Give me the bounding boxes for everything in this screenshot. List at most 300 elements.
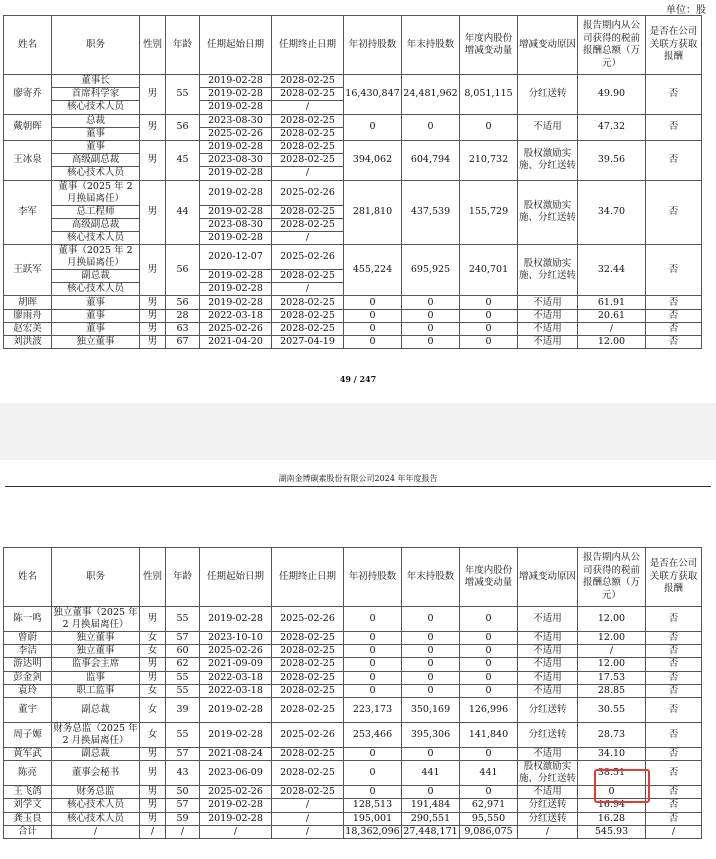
begin-shares-cell: 0 [344, 607, 402, 632]
end-date-cell: 2025-02-26 [272, 180, 344, 205]
header-name: 姓名 [4, 548, 52, 607]
end-date-cell: 2025-02-26 [272, 607, 344, 632]
end-date-cell: 2028-02-25 [272, 671, 344, 684]
gender-cell: 男 [140, 607, 166, 632]
change-reason-cell: 不适用 [518, 645, 578, 658]
table-row [4, 309, 702, 322]
begin-shares-cell: 253,466 [344, 722, 402, 747]
person-name: 李洁 [4, 645, 52, 658]
begin-shares-cell: 0 [344, 671, 402, 684]
position-cell: 核心技术人员 [52, 812, 140, 825]
pay-cell: 39.56 [578, 140, 646, 180]
header-position: 职务 [52, 548, 140, 607]
pay-cell: 12.00 [578, 632, 646, 645]
position-cell: 董事（2025 年 2 月换届离任） [52, 245, 140, 270]
share-change-cell: 126,996 [460, 697, 518, 722]
start-date-cell: 2021-09-09 [200, 658, 272, 671]
position-cell: / [52, 825, 140, 838]
position-cell: 财务总监 [52, 786, 140, 799]
start-date-cell: 2023-08-30 [200, 218, 272, 231]
end-shares-cell: 290,551 [402, 812, 460, 825]
change-reason-cell: 股权激励实施、分红送转 [518, 245, 578, 296]
share-change-cell: 155,729 [460, 180, 518, 245]
end-shares-cell: 0 [402, 786, 460, 799]
end-date-cell: 2028-02-25 [272, 786, 344, 799]
header-start: 任期起始日期 [200, 16, 272, 75]
gender-cell: 男 [140, 658, 166, 671]
share-change-cell: 0 [460, 114, 518, 140]
end-shares-cell: 0 [402, 309, 460, 322]
end-shares-cell: 0 [402, 645, 460, 658]
start-date-cell: 2023-08-30 [200, 154, 272, 167]
age-cell: 56 [166, 245, 200, 296]
start-date-cell: 2019-02-28 [200, 101, 272, 114]
related-pay-cell: / [646, 825, 702, 838]
gender-cell: 男 [140, 75, 166, 115]
begin-shares-cell: 0 [344, 747, 402, 760]
end-date-cell: 2028-02-25 [272, 697, 344, 722]
begin-shares-cell: 16,430,847 [344, 75, 402, 115]
end-shares-cell: 27,448,171 [403, 825, 458, 837]
position-cell: 监事会主席 [52, 658, 140, 671]
table-row [4, 658, 702, 671]
related-pay-cell: 否 [646, 309, 702, 322]
position-cell: 高级副总裁 [52, 218, 140, 231]
age-cell: 55 [166, 607, 200, 632]
header-related: 是否在公司关联方获取报酬 [646, 548, 702, 607]
end-shares-cell: 350,169 [402, 697, 460, 722]
end-date-cell: 2028-02-25 [272, 140, 344, 153]
share-change-cell: 0 [460, 607, 518, 632]
begin-shares-cell: 18,362,096 [345, 825, 400, 837]
age-cell: 63 [166, 322, 200, 335]
age-cell: / [166, 825, 200, 838]
header-end-shares: 年末持股数 [402, 548, 460, 607]
end-shares-cell: 0 [402, 336, 460, 349]
position-cell: 首席科学家 [52, 88, 140, 101]
header-end-shares: 年末持股数 [402, 16, 460, 75]
gender-cell: 男 [140, 180, 166, 245]
start-date-cell: 2020-12-07 [200, 245, 272, 270]
age-cell: 67 [166, 336, 200, 349]
pay-cell: 49.90 [578, 75, 646, 115]
related-pay-cell: 否 [646, 658, 702, 671]
pay-cell: 34.70 [578, 180, 646, 245]
change-reason-cell: 分红送转 [518, 812, 578, 825]
end-date-cell: 2028-02-25 [272, 127, 344, 140]
header-begin-shares: 年初持股数 [344, 548, 402, 607]
pay-cell: 12.00 [578, 607, 646, 632]
start-date-cell: 2019-02-28 [200, 607, 272, 632]
gender-cell: / [140, 825, 166, 838]
begin-shares-cell: 0 [344, 114, 402, 140]
unit-label: 单位：股 [666, 5, 706, 16]
related-pay-cell: 否 [646, 632, 702, 645]
position-cell: 监事 [52, 671, 140, 684]
end-date-cell: / [272, 231, 344, 244]
gender-cell: 男 [140, 336, 166, 349]
end-date-cell: / [272, 812, 344, 825]
start-date-cell: 2019-02-28 [200, 75, 272, 88]
gender-cell: 男 [140, 761, 166, 786]
position-cell: 独立董事（2025 年 2 月换届离任） [53, 607, 138, 630]
start-date-cell: 2021-04-20 [200, 336, 272, 349]
pay-cell: 12.00 [578, 336, 646, 349]
gender-cell: 女 [140, 697, 166, 722]
position-cell: 董事（2025 年 2 月换届离任） [52, 180, 140, 205]
end-date-cell: 2028-02-25 [272, 747, 344, 760]
change-reason-cell: 不适用 [518, 607, 578, 632]
table-row [4, 140, 702, 153]
person-name: 陈一鸣 [4, 607, 52, 632]
related-pay-cell: 否 [646, 812, 702, 825]
end-date-cell: 2028-02-25 [272, 205, 344, 218]
end-shares-cell: 0 [402, 296, 460, 309]
position-cell: 董事长 [52, 75, 140, 88]
end-shares-cell: 24,481,962 [402, 75, 460, 115]
pay-cell: 28.85 [578, 684, 646, 697]
share-change-cell: 0 [460, 786, 518, 799]
table-row [4, 75, 702, 88]
pay-cell: 61.91 [578, 296, 646, 309]
position-cell: 副总裁 [52, 747, 140, 760]
related-pay-cell: 否 [646, 607, 702, 632]
header-end: 任期终止日期 [272, 548, 344, 607]
start-date-cell: 2023-10-10 [200, 632, 272, 645]
end-date-cell: / [272, 283, 344, 296]
end-date-cell: / [272, 825, 344, 838]
table-row [4, 825, 702, 838]
end-date-cell: 2027-04-19 [272, 336, 344, 349]
change-reason-cell: 不适用 [518, 296, 578, 309]
start-date-cell: 2022-03-18 [200, 684, 272, 697]
report-header: 湖南金博碳素股份有限公司2024 年年度报告 [278, 474, 438, 483]
begin-shares-cell: 0 [344, 309, 402, 322]
change-reason-cell: 不适用 [518, 684, 578, 697]
end-date-cell: 2028-02-25 [272, 88, 344, 101]
begin-shares-cell: 0 [344, 658, 402, 671]
header-related: 是否在公司关联方获取报酬 [646, 16, 702, 75]
person-name: 黄军武 [4, 747, 52, 760]
share-change-cell: 0 [460, 671, 518, 684]
position-cell: 董事 [52, 127, 140, 140]
change-reason-cell: 不适用 [518, 336, 578, 349]
begin-shares-cell: 128,513 [344, 799, 402, 812]
header-pay: 报告期内从公司获得的税前报酬总额（万元） [578, 548, 646, 607]
end-date-cell: 2028-02-25 [272, 658, 344, 671]
end-shares-cell: 0 [402, 684, 460, 697]
share-change-cell: 0 [460, 296, 518, 309]
pay-cell: 17.53 [578, 671, 646, 684]
page-gap [0, 403, 716, 460]
person-name: 曾蔚 [4, 632, 52, 645]
age-cell: 55 [166, 722, 200, 747]
begin-shares-cell: 0 [344, 632, 402, 645]
header-pay: 报告期内从公司获得的税前报酬总额（万元） [578, 16, 646, 75]
age-cell: 43 [166, 761, 200, 786]
change-reason-cell: 不适用 [518, 747, 578, 760]
gender-cell: 男 [140, 140, 166, 180]
end-date-cell: 2028-02-25 [272, 218, 344, 231]
change-reason-cell: 股权激励实施、分红送转 [518, 180, 578, 245]
gender-cell: 男 [140, 786, 166, 799]
change-reason-cell: 不适用 [518, 671, 578, 684]
related-pay-cell: 否 [646, 722, 702, 747]
pay-cell: 47.32 [578, 114, 646, 140]
age-cell: 50 [166, 786, 200, 799]
person-name: 刘洪波 [4, 336, 52, 349]
change-reason-cell: 不适用 [518, 114, 578, 140]
table-row [4, 336, 702, 349]
related-pay-cell: 否 [646, 761, 702, 786]
table-row [4, 114, 702, 127]
header-begin-shares: 年初持股数 [344, 16, 402, 75]
person-name: 赵宏美 [4, 322, 52, 335]
change-reason-cell: 不适用 [518, 309, 578, 322]
highlight-box [594, 769, 650, 803]
end-date-cell: 2028-02-25 [272, 270, 344, 283]
begin-shares-cell: 0 [344, 786, 402, 799]
begin-shares-cell: 394,062 [344, 140, 402, 180]
start-date-cell: 2019-02-28 [200, 180, 272, 205]
person-name: 王飞鸽 [4, 786, 52, 799]
end-date-cell: 2028-02-25 [272, 154, 344, 167]
position-cell: 董事 [52, 309, 140, 322]
header-row [4, 16, 702, 75]
related-pay-cell: 否 [646, 799, 702, 812]
change-reason-cell: 不适用 [518, 658, 578, 671]
position-cell: 董事 [52, 296, 140, 309]
person-name: 李军 [4, 180, 52, 245]
age-cell: 60 [166, 645, 200, 658]
position-cell: 核心技术人员 [52, 101, 140, 114]
change-reason-cell: 分红送转 [518, 75, 578, 115]
age-cell: 39 [166, 697, 200, 722]
position-cell: 副总裁 [52, 697, 140, 722]
header-start: 任期起始日期 [200, 548, 272, 607]
table-row [4, 697, 702, 722]
position-cell: 核心技术人员 [52, 283, 140, 296]
start-date-cell: 2025-02-26 [200, 786, 272, 799]
change-reason-cell: 不适用 [518, 786, 578, 799]
change-reason-cell: 分红送转 [518, 697, 578, 722]
position-cell: 董事会秘书 [52, 761, 140, 786]
start-date-cell: 2019-02-28 [200, 283, 272, 296]
related-pay-cell: 否 [646, 322, 702, 335]
begin-shares-cell: 0 [344, 761, 402, 786]
age-cell: 56 [166, 114, 200, 140]
end-date-cell: / [272, 101, 344, 114]
header-change: 年度内股份增减变动量 [460, 16, 518, 75]
table-row [4, 812, 702, 825]
end-date-cell: 2028-02-25 [272, 322, 344, 335]
share-change-cell: 9,086,075 [460, 825, 518, 838]
age-cell: 55 [166, 671, 200, 684]
begin-shares-cell: 0 [344, 684, 402, 697]
person-name: 刘学文 [4, 799, 52, 812]
share-change-cell: 240,701 [460, 245, 518, 296]
person-name: 龚玉良 [4, 812, 52, 825]
pay-cell: 0 [578, 786, 646, 799]
header-position: 职务 [52, 16, 140, 75]
end-date-cell: / [272, 167, 344, 180]
age-cell: 59 [166, 812, 200, 825]
end-shares-cell: 0 [402, 114, 460, 140]
table-row [4, 722, 702, 747]
end-date-cell: 2028-02-25 [272, 309, 344, 322]
end-shares-cell: 0 [402, 607, 460, 632]
person-name: 游达明 [4, 658, 52, 671]
end-date-cell: 2028-02-25 [272, 632, 344, 645]
change-reason-cell: / [518, 825, 578, 838]
page-number: 49 / 247 [339, 374, 377, 384]
start-date-cell: 2019-02-28 [200, 799, 272, 812]
end-date-cell: 2028-02-25 [272, 645, 344, 658]
person-name: 董宇 [4, 697, 52, 722]
age-cell: 44 [166, 180, 200, 245]
begin-shares-cell: 455,224 [344, 245, 402, 296]
gender-cell: 男 [140, 812, 166, 825]
start-date-cell: 2019-02-28 [200, 88, 272, 101]
related-pay-cell: 否 [646, 671, 702, 684]
table-row [4, 245, 702, 270]
start-date-cell: 2019-02-28 [200, 167, 272, 180]
end-shares-cell: 441 [402, 761, 460, 786]
table-row [4, 747, 702, 760]
table-row [4, 632, 702, 645]
pay-cell: 16.94 [578, 799, 646, 812]
share-change-cell: 0 [460, 747, 518, 760]
start-date-cell: 2022-03-18 [200, 309, 272, 322]
change-reason-cell: 股权激励实施、分红送转 [519, 761, 577, 785]
person-name: 廖雨舟 [4, 309, 52, 322]
share-change-cell: 441 [460, 761, 518, 786]
gender-cell: 男 [140, 309, 166, 322]
related-pay-cell: 否 [646, 684, 702, 697]
executive-table-part-1 [3, 15, 702, 349]
end-shares-cell: 0 [402, 747, 460, 760]
related-pay-cell: 否 [646, 114, 702, 140]
header-reason: 增减变动原因 [518, 548, 578, 607]
person-name: 合计 [4, 825, 52, 838]
end-shares-cell: 0 [402, 322, 460, 335]
end-shares-cell: 0 [402, 632, 460, 645]
share-change-cell: 0 [460, 645, 518, 658]
position-cell: 职工监事 [52, 684, 140, 697]
change-reason-cell: 不适用 [518, 632, 578, 645]
table-row [4, 180, 702, 205]
position-cell: 董事 [52, 322, 140, 335]
share-change-cell: 62,971 [460, 799, 518, 812]
share-change-cell: 95,550 [460, 812, 518, 825]
end-date-cell: 2025-02-26 [272, 245, 344, 270]
age-cell: 57 [166, 799, 200, 812]
related-pay-cell: 否 [646, 180, 702, 245]
age-cell: 56 [166, 296, 200, 309]
header-age: 年龄 [166, 548, 200, 607]
age-cell: 55 [166, 75, 200, 115]
pay-cell: 38.51 [578, 761, 646, 786]
end-shares-cell: 395,306 [402, 722, 460, 747]
header-end: 任期终止日期 [272, 16, 344, 75]
position-cell: 核心技术人员 [52, 799, 140, 812]
table-row [4, 322, 702, 335]
position-cell: 总裁 [52, 114, 140, 127]
start-date-cell: 2019-02-28 [200, 812, 272, 825]
related-pay-cell: 否 [646, 645, 702, 658]
gender-cell: 男 [140, 296, 166, 309]
person-name: 彭金剑 [4, 671, 52, 684]
gender-cell: 女 [140, 684, 166, 697]
table-row [4, 296, 702, 309]
person-name: 王跃军 [4, 245, 52, 296]
position-cell: 核心技术人员 [52, 167, 140, 180]
header-gender: 性别 [140, 16, 166, 75]
age-cell: 55 [166, 684, 200, 697]
header-reason: 增减变动原因 [518, 16, 578, 75]
position-cell: 总工程师 [52, 205, 140, 218]
begin-shares-cell: 223,173 [344, 697, 402, 722]
table-row [4, 684, 702, 697]
related-pay-cell: 否 [646, 75, 702, 115]
pay-cell: 30.55 [578, 697, 646, 722]
header-gender: 性别 [140, 548, 166, 607]
begin-shares-cell: 0 [344, 645, 402, 658]
position-cell: 独立董事 [52, 645, 140, 658]
pay-cell: 28.73 [578, 722, 646, 747]
position-cell: 董事 [52, 140, 140, 153]
related-pay-cell: 否 [646, 697, 702, 722]
begin-shares-cell: 281,810 [344, 180, 402, 245]
start-date-cell: 2023-06-09 [200, 761, 272, 786]
age-cell: 45 [166, 140, 200, 180]
age-cell: 28 [166, 309, 200, 322]
person-name: 袁玲 [4, 684, 52, 697]
gender-cell: 女 [140, 632, 166, 645]
start-date-cell: 2023-08-30 [200, 114, 272, 127]
header-age: 年龄 [166, 16, 200, 75]
age-cell: 62 [166, 658, 200, 671]
share-change-cell: 0 [460, 336, 518, 349]
end-date-cell: 2028-02-25 [272, 296, 344, 309]
end-shares-cell: 191,484 [402, 799, 460, 812]
age-cell: 57 [166, 747, 200, 760]
person-name: 戴朝晖 [4, 114, 52, 140]
position-cell: 核心技术人员 [52, 231, 140, 244]
table-row [4, 671, 702, 684]
start-date-cell: 2025-02-26 [200, 127, 272, 140]
share-change-cell: 0 [460, 632, 518, 645]
start-date-cell: / [200, 825, 272, 838]
pay-cell: 12.00 [578, 658, 646, 671]
end-shares-cell: 0 [402, 658, 460, 671]
start-date-cell: 2025-02-26 [200, 322, 272, 335]
share-change-cell: 0 [460, 309, 518, 322]
change-reason-cell: 股权激励实施、分红送转 [518, 140, 578, 180]
header-rule [5, 486, 711, 487]
start-date-cell: 2019-02-28 [200, 296, 272, 309]
person-name: 周子嫄 [4, 722, 52, 747]
position-cell: 独立董事 [52, 632, 140, 645]
start-date-cell: 2022-03-18 [200, 671, 272, 684]
begin-shares-cell: 0 [344, 322, 402, 335]
pay-cell: 34.10 [578, 747, 646, 760]
pay-cell: / [578, 645, 646, 658]
change-reason-cell: 分红送转 [518, 799, 578, 812]
related-pay-cell: 否 [646, 245, 702, 296]
share-change-cell: 141,840 [460, 722, 518, 747]
pay-cell: 545.93 [578, 825, 646, 838]
